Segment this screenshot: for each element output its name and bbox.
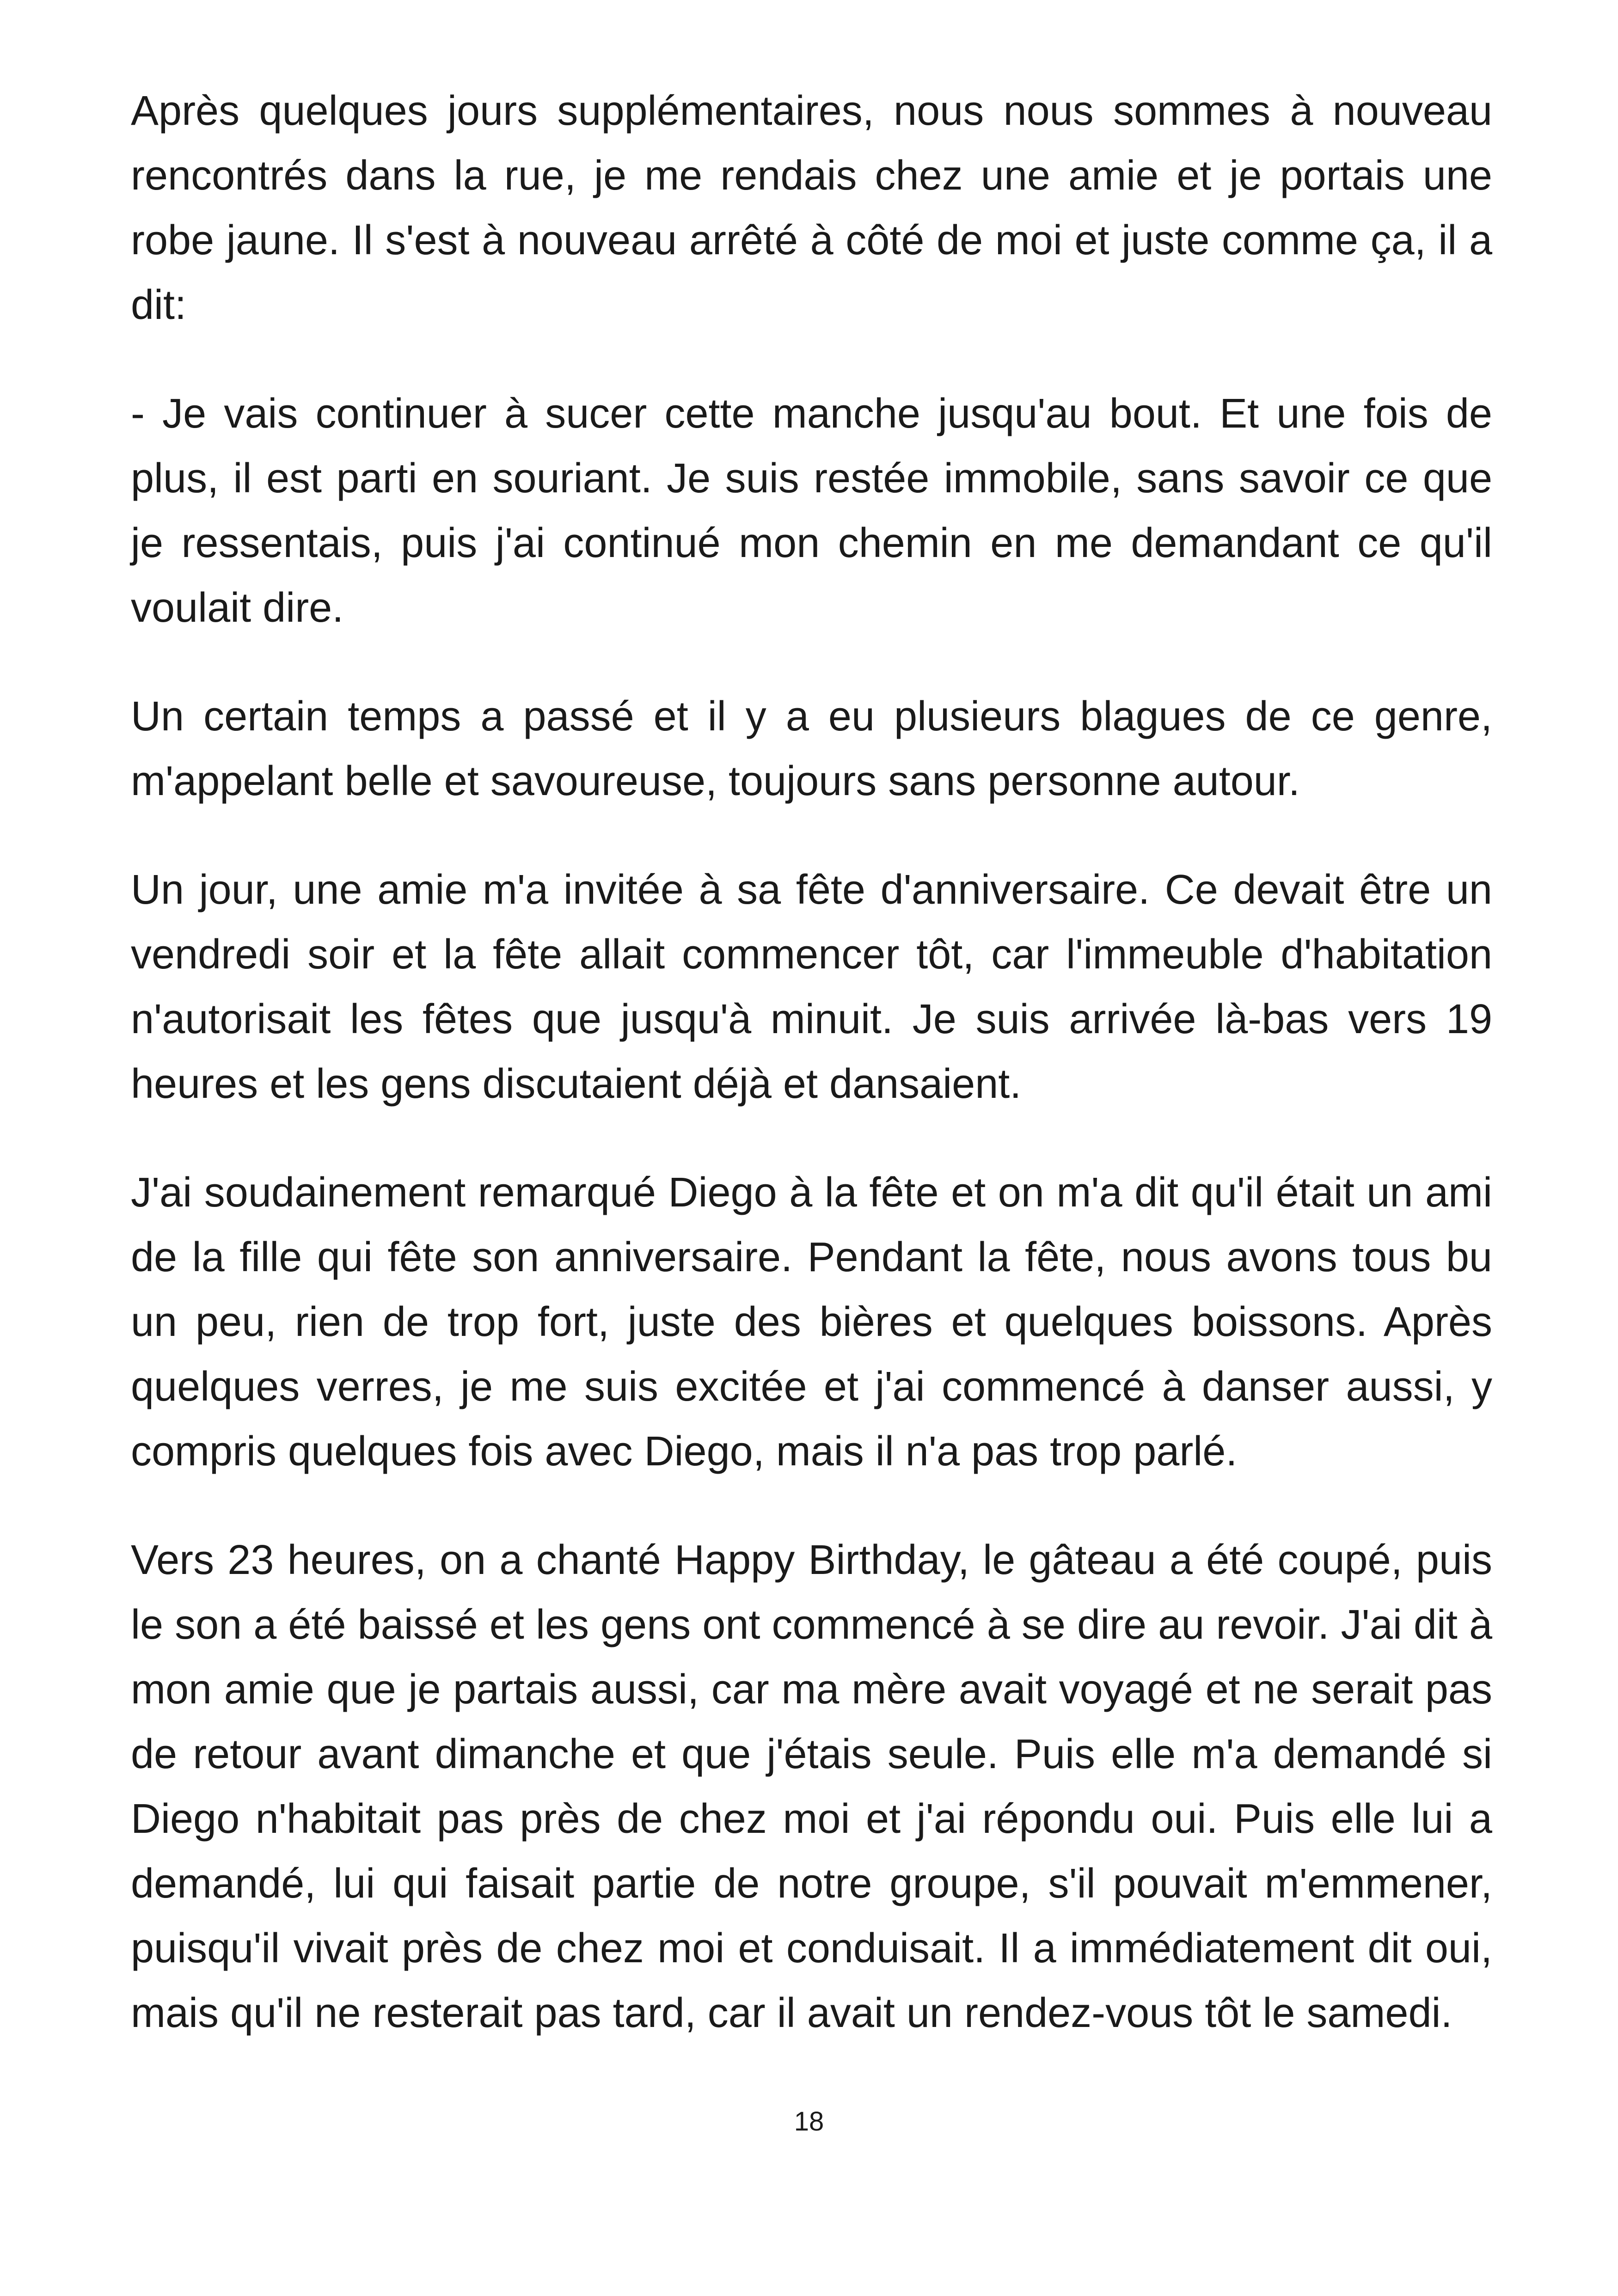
paragraph: Vers 23 heures, on a chanté Happy Birthday, le gâteau a été coupé, puis le son a été baissé et les gens ont commencé à se dire au revoir. J'ai dit à mon amie que je partais aussi, car ma mère avait voyagé et ne serait pas de retour avant dimanche et que j'étais seule. Puis elle m'a demandé si Diego n'habitait pas près de chez moi et j'ai répondu oui. Puis elle lui a demandé, lui qui faisait partie de notre groupe, s'il pouvait m'emmener, puisqu'il vivait près de chez moi et conduisait. Il a immédiatement dit oui, mais qu'il ne resterait pas tard, car il avait un rendez-vous tôt le samedi. <box>131 1537 1492 2036</box>
document-page-body <box>131 79 1492 2089</box>
paragraph: - Je vais continuer à sucer cette manche jusqu'au bout. Et une fois de plus, il est parti en souriant. Je suis restée immobile, sans savoir ce que je ressentais, puis j'ai continué mon chemin en me demandant ce qu'il voulait dire. <box>131 391 1492 631</box>
paragraph: Après quelques jours supplémentaires, nous nous sommes à nouveau rencontrés dans la rue, je me rendais chez une amie et je portais une robe jaune. Il s'est à nouveau arrêté à côté de moi et juste comme ça, il a dit: <box>131 88 1492 328</box>
paragraph: Un certain temps a passé et il y a eu plusieurs blagues de ce genre, m'appelant belle et savoureuse, toujours sans personne autour. <box>131 693 1492 804</box>
paragraph: J'ai soudainement remarqué Diego à la fête et on m'a dit qu'il était un ami de la fille qui fête son anniversaire. Pendant la fête, nous avons tous bu un peu, rien de trop fort, juste des bières et quelques boissons. Après quelques verres, je me suis excitée et j'ai commencé à danser aussi, y compris quelques fois avec Diego, mais il n'a pas trop parlé. <box>131 1169 1492 1475</box>
paragraph: Un jour, une amie m'a invitée à sa fête d'anniversaire. Ce devait être un vendredi soir et la fête allait commencer tôt, car l'immeuble d'habitation n'autorisait les fêtes que jusqu'à minuit. Je suis arrivée là-bas vers 19 heures et les gens discutaient déjà et dansaient. <box>131 867 1492 1107</box>
page-number: 18 <box>794 2106 824 2137</box>
